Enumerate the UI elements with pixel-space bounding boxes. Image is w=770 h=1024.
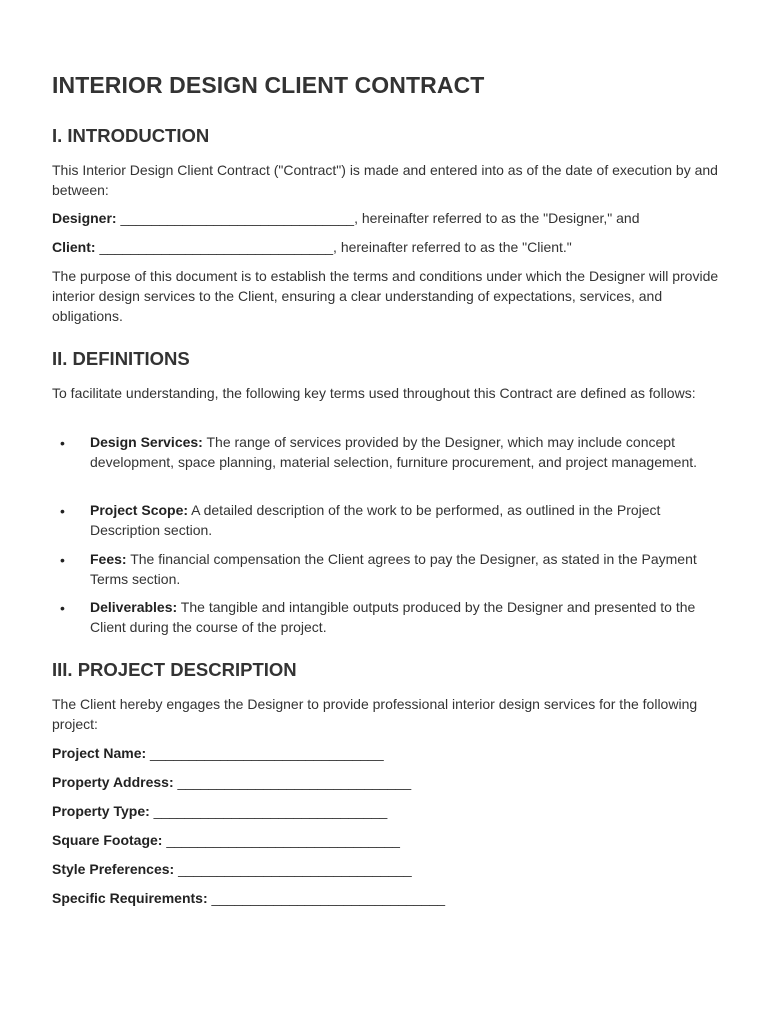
- field-blank[interactable]: ______________________________: [211, 890, 446, 906]
- definition-description: The tangible and intangible outputs produced by the Designer and presented to the Client during the course of the project.: [90, 599, 696, 635]
- field-blank[interactable]: ______________________________: [166, 832, 400, 848]
- introduction-heading: I. INTRODUCTION: [52, 125, 210, 146]
- definition-term: Deliverables:: [90, 599, 178, 615]
- definition-text: [90, 500, 730, 540]
- client-suffix: , hereinafter referred to as the "Client.": [333, 239, 572, 255]
- bullet-icon: •: [60, 503, 65, 519]
- project-description-intro: The Client hereby engages the Designer to provide professional interior design services for the following project:: [52, 696, 698, 732]
- definitions-heading: II. DEFINITIONS: [52, 348, 190, 369]
- definition-description: The financial compensation the Client agrees to pay the Designer, as stated in the Payment Terms section.: [90, 551, 697, 587]
- field-blank[interactable]: ______________________________: [177, 774, 412, 790]
- field-label: Square Footage:: [52, 832, 163, 848]
- client-blank[interactable]: ______________________________: [99, 239, 334, 255]
- field-label: Specific Requirements:: [52, 890, 208, 906]
- specific-requirements-field: [52, 888, 445, 908]
- project-description-heading: III. PROJECT DESCRIPTION: [52, 659, 297, 680]
- field-blank[interactable]: ______________________________: [178, 861, 412, 877]
- bullet-icon: •: [60, 435, 65, 451]
- designer-label: Designer:: [52, 210, 117, 226]
- bullet-icon: •: [60, 552, 65, 568]
- definition-description: A detailed description of the work to be performed, as outlined in the Project Description section.: [90, 502, 661, 538]
- designer-blank[interactable]: ______________________________: [120, 210, 355, 226]
- field-label: Project Name:: [52, 745, 147, 761]
- client-label: Client:: [52, 239, 96, 255]
- designer-suffix: , hereinafter referred to as the "Designer," and: [354, 210, 640, 226]
- definition-term: Project Scope:: [90, 502, 189, 518]
- field-label: Property Type:: [52, 803, 150, 819]
- definition-text: [90, 597, 730, 637]
- definition-text: [90, 432, 730, 472]
- definitions-intro: To facilitate understanding, the following key terms used throughout this Contract are defined as follows:: [52, 385, 696, 401]
- property-type-field: [52, 801, 387, 821]
- project-name-field: [52, 743, 384, 763]
- definition-term: Design Services:: [90, 434, 203, 450]
- client-line: [52, 237, 572, 257]
- field-label: Style Preferences:: [52, 861, 175, 877]
- definition-term: Fees:: [90, 551, 127, 567]
- document-title: INTERIOR DESIGN CLIENT CONTRACT: [52, 72, 485, 98]
- definition-text: [90, 549, 730, 589]
- field-blank[interactable]: ______________________________: [153, 803, 388, 819]
- introduction-opening: This Interior Design Client Contract ("Contract") is made and entered into as of the date of execution by and between:: [52, 162, 718, 198]
- square-footage-field: [52, 830, 400, 850]
- bullet-icon: •: [60, 600, 65, 616]
- designer-line: [52, 208, 640, 228]
- field-label: Property Address:: [52, 774, 174, 790]
- property-address-field: [52, 772, 411, 792]
- field-blank[interactable]: ______________________________: [150, 745, 384, 761]
- introduction-purpose: The purpose of this document is to establish the terms and conditions under which the Designer will provide interior design services to the Client, ensuring a clear understanding of expectations, services, and obligations.: [52, 268, 719, 324]
- style-preferences-field: [52, 859, 412, 879]
- definition-description: The range of services provided by the Designer, which may include concept development, space planning, material selection, furniture procurement, and project management.: [90, 434, 698, 470]
